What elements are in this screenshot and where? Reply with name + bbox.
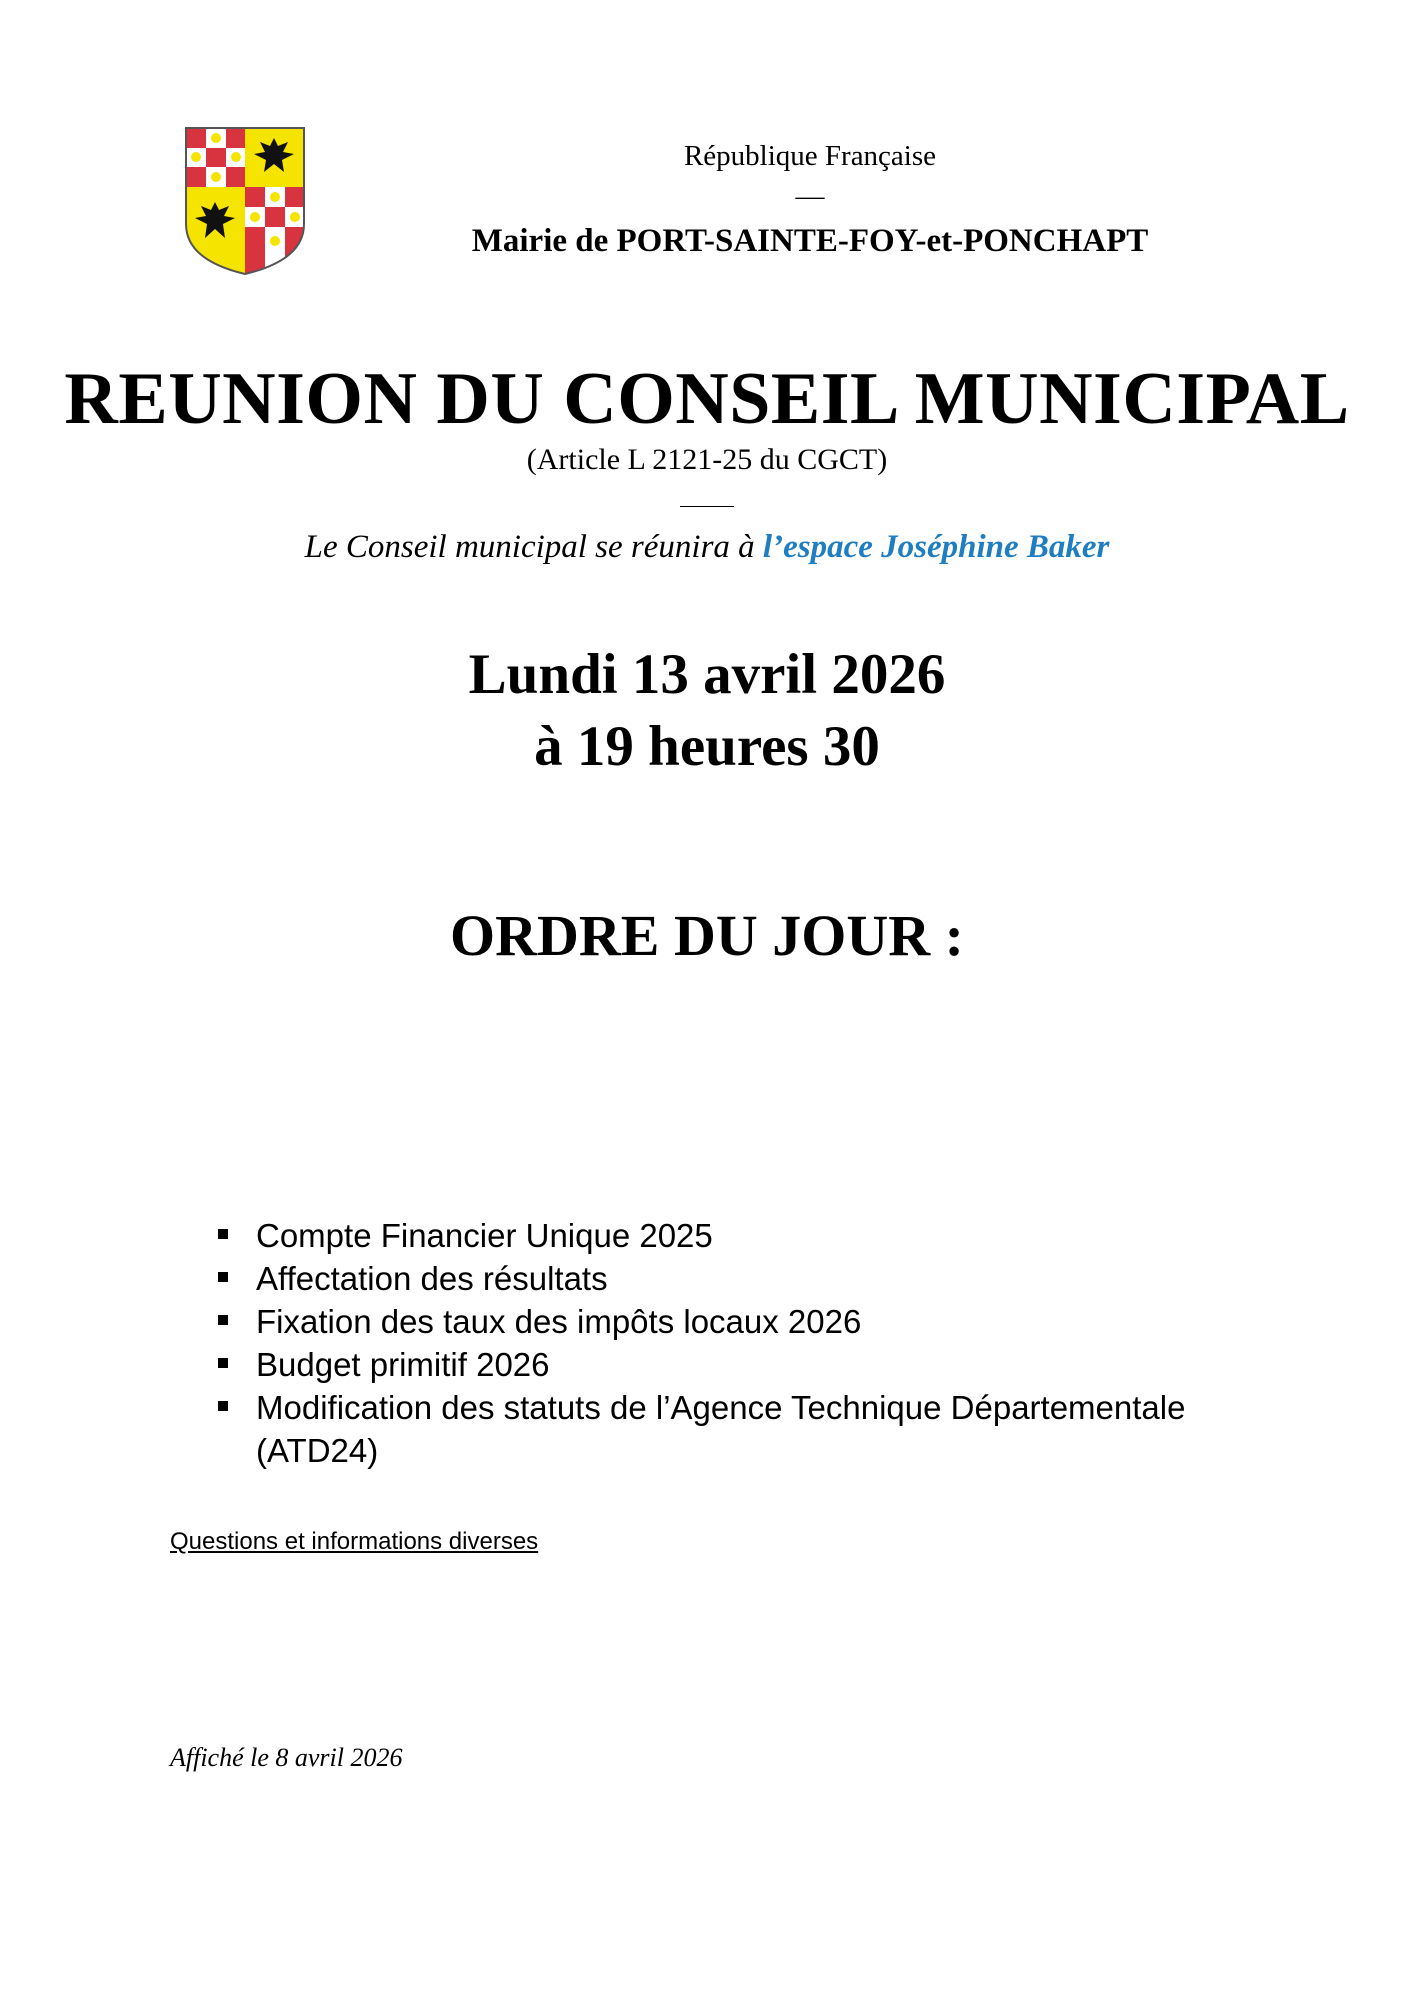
- meeting-date: Lundi 13 avril 2026: [468, 643, 946, 706]
- venue-prefix: Le Conseil municipal se réunira à: [304, 529, 763, 565]
- agenda-item-label: Budget primitif 2026: [256, 1346, 550, 1383]
- meeting-time: à 19 heures 30: [534, 715, 880, 778]
- bullet-icon: [218, 1272, 228, 1282]
- venue-place: l’espace Joséphine Baker: [762, 529, 1110, 565]
- header-separator: —: [795, 180, 825, 212]
- coat-of-arms-icon: [184, 126, 306, 276]
- bullet-icon: [218, 1401, 228, 1411]
- list-item: [214, 1214, 1314, 1257]
- list-item: [214, 1386, 1314, 1472]
- agenda-title: ORDRE DU JOUR :: [450, 903, 964, 968]
- town-hall-name: Mairie de PORT-SAINTE-FOY-et-PONCHAPT: [471, 223, 1149, 259]
- agenda-list: [214, 1214, 1314, 1472]
- page-title: REUNION DU CONSEIL MUNICIPAL: [64, 358, 1350, 440]
- agenda-item-label: Compte Financier Unique 2025: [256, 1217, 713, 1254]
- list-item: [214, 1343, 1314, 1386]
- letterhead: [400, 136, 1220, 266]
- list-item: [214, 1257, 1314, 1300]
- agenda-item-label: Fixation des taux des impôts locaux 2026: [256, 1303, 862, 1340]
- legal-reference: (Article L 2121-25 du CGCT): [526, 443, 888, 476]
- divider: [680, 506, 734, 507]
- posted-date: Affiché le 8 avril 2026: [170, 1743, 403, 1772]
- bullet-icon: [218, 1358, 228, 1368]
- bullet-icon: [218, 1229, 228, 1239]
- republic-label: République Française: [683, 140, 937, 172]
- venue-line: [0, 524, 1414, 570]
- list-item: [214, 1300, 1314, 1343]
- agenda-item-label: Modification des statuts de l’Agence Technique Départementale (ATD24): [256, 1389, 1186, 1469]
- bullet-icon: [218, 1315, 228, 1325]
- questions-heading: Questions et informations diverses: [170, 1528, 539, 1555]
- agenda-item-label: Affectation des résultats: [256, 1260, 608, 1297]
